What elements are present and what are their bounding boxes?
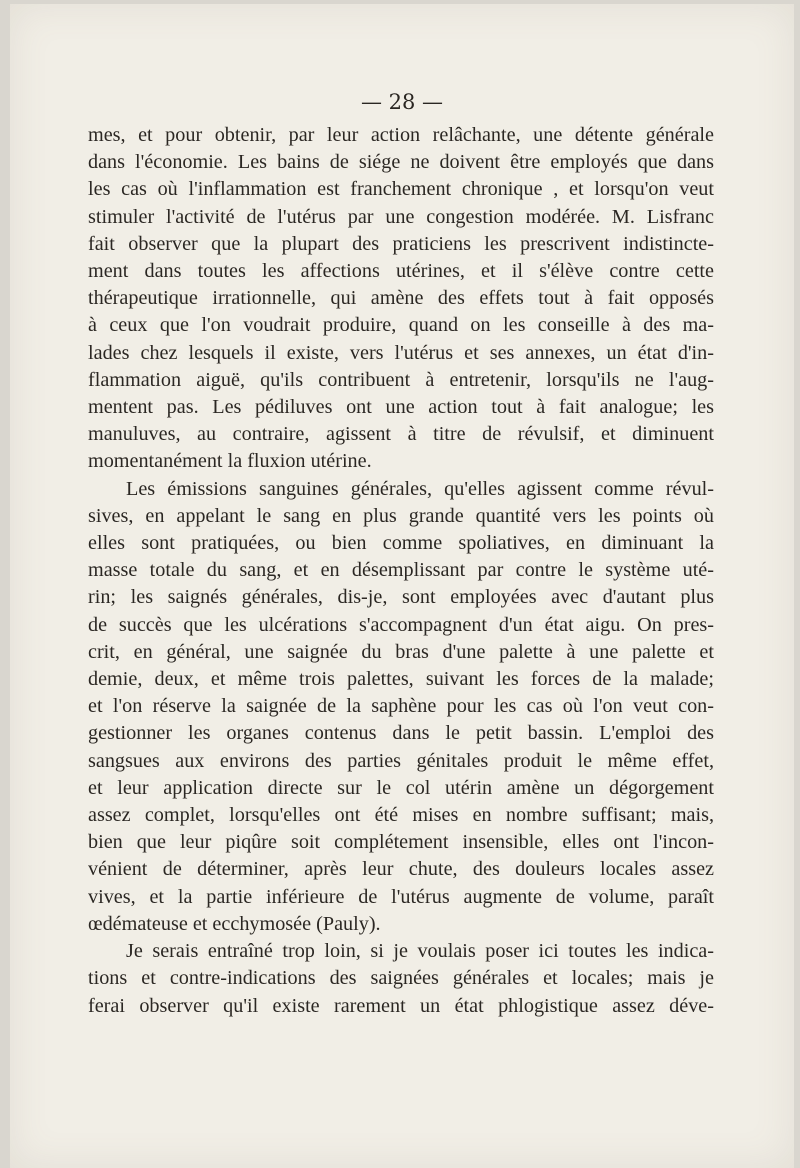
page-number: — 28 —	[360, 90, 444, 114]
text-line: assez complet, lorsqu'elles ont été mises en nombre suffisant; mais,	[88, 804, 714, 827]
text-line: tions et contre-indications des saignées générales et locales; mais je	[88, 967, 714, 990]
text-line: et l'on réserve la saignée de la saphène pour les cas où l'on veut con-	[88, 695, 714, 718]
text-line: bien que leur piqûre soit complétement insensible, elles ont l'incon-	[88, 831, 714, 854]
text-line: de succès que les ulcérations s'accompagnent d'un état aigu. On pres-	[88, 613, 714, 636]
text-line: et leur application directe sur le col utérin amène un dégorgement	[88, 776, 714, 799]
text-line: crit, en général, une saignée du bras d'une palette à une palette et	[88, 640, 714, 663]
text-line: Je serais entraîné trop loin, si je voulais poser ici toutes les indica-	[126, 940, 714, 963]
book-page	[10, 4, 794, 1168]
text-line: à ceux que l'on voudrait produire, quand on les conseille à des ma-	[88, 314, 714, 337]
paragraph-2	[88, 476, 714, 938]
text-line: ferai observer qu'il existe rarement un état phlogistique assez déve-	[88, 994, 714, 1017]
text-line: mentent pas. Les pédiluves ont une action tout à fait analogue; les	[88, 396, 714, 419]
text-line: flammation aiguë, qu'ils contribuent à entretenir, lorsqu'ils ne l'aug-	[88, 368, 714, 391]
text-line: demie, deux, et même trois palettes, suivant les forces de la malade;	[88, 668, 714, 691]
text-line: Les émissions sanguines générales, qu'elles agissent comme révul-	[126, 477, 714, 500]
text-line: thérapeutique irrationnelle, qui amène des effets tout à fait opposés	[88, 287, 714, 310]
text-line: elles sont pratiquées, ou bien comme spoliatives, en diminuant la	[88, 532, 714, 555]
text-line: gestionner les organes contenus dans le petit bassin. L'emploi des	[88, 722, 714, 745]
text-line: lades chez lesquels il existe, vers l'utérus et ses annexes, un état d'in-	[88, 341, 714, 364]
text-line: stimuler l'activité de l'utérus par une congestion modérée. M. Lisfranc	[88, 205, 714, 228]
text-line: vives, et la partie inférieure de l'utérus augmente de volume, paraît	[88, 885, 714, 908]
text-line: ment dans toutes les affections utérines, et il s'élève contre cette	[88, 260, 714, 283]
text-line: dans l'économie. Les bains de siége ne doivent être employés que dans	[88, 151, 714, 174]
text-line: momentanément la fluxion utérine.	[88, 450, 372, 473]
text-line: mes, et pour obtenir, par leur action relâchante, une détente générale	[88, 124, 714, 146]
text-line: sangsues aux environs des parties génitales produit le même effet,	[88, 749, 714, 772]
text-line: œdémateuse et ecchymosée (Pauly).	[88, 912, 381, 935]
text-line: manuluves, au contraire, agissent à titre de révulsif, et diminuent	[88, 423, 714, 446]
paragraph-3	[88, 938, 714, 1020]
body-text	[88, 122, 714, 1020]
text-line: sives, en appelant le sang en plus grande quantité vers les points où	[88, 504, 714, 527]
text-line: vénient de déterminer, après leur chute, des douleurs locales assez	[88, 858, 714, 881]
paragraph-1	[88, 122, 714, 476]
text-line: masse totale du sang, et en désemplissant par contre le système uté-	[88, 559, 714, 582]
text-line: fait observer que la plupart des praticiens les prescrivent indistincte-	[88, 232, 714, 255]
text-line: rin; les saignés générales, dis-je, sont employées avec d'autant plus	[88, 586, 714, 609]
text-line: les cas où l'inflammation est franchement chronique , et lorsqu'on veut	[88, 178, 714, 201]
